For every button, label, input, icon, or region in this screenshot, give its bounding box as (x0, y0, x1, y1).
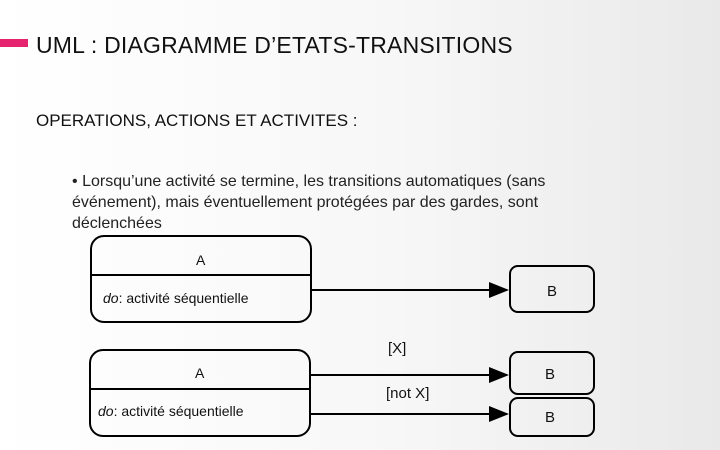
diagram1-state-a-activity: do: activité séquentielle (103, 290, 249, 306)
slide-title: UML : DIAGRAMME D’ETATS-TRANSITIONS (36, 32, 513, 58)
diagram1-state-a-name: A (196, 252, 206, 268)
diagram2-state-b1-name: B (545, 366, 556, 383)
bullet-mark: • (72, 173, 78, 190)
guard-label-not-x: [not X] (386, 385, 430, 402)
bullet-text: Lorsqu’une activité se termine, les transitions automatiques (sans événement), mais éventuellement protégées par des gardes, sont déclenchées (72, 173, 546, 232)
guard-label-x: [X] (388, 340, 407, 357)
section-heading: OPERATIONS, ACTIONS ET ACTIVITES : (36, 111, 358, 130)
diagram2-state-a-name: A (195, 365, 205, 381)
diagram1-state-b-name: B (547, 283, 558, 300)
diagram2-state-b2-name: B (545, 409, 556, 426)
diagram2-state-a-activity: do: activité séquentielle (98, 403, 244, 419)
